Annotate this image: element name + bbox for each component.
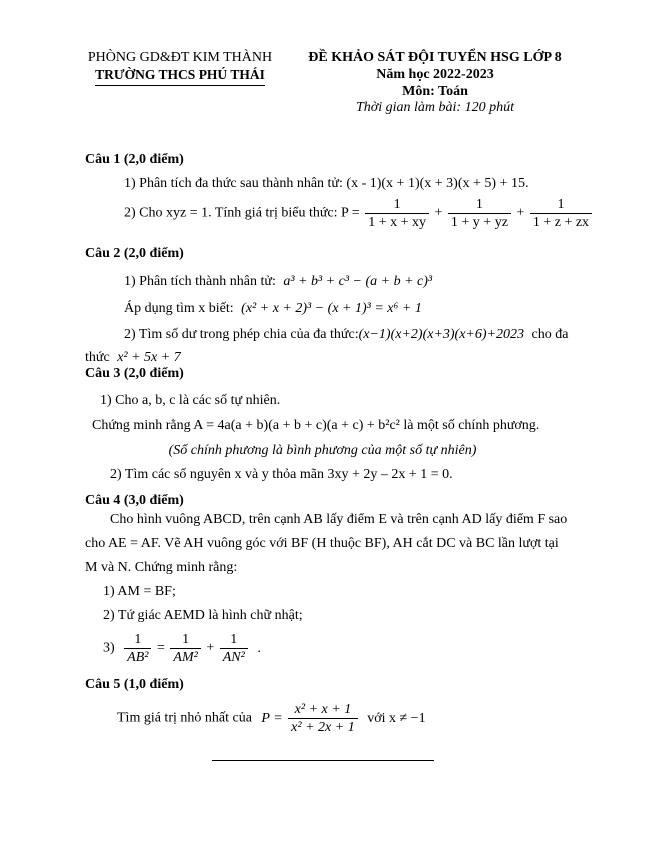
q2-part2-line2 [85, 350, 181, 366]
q4-item3 [103, 632, 261, 665]
q3-part2: 2) Tìm các số nguyên x và y thỏa mãn 3xy + 2y – 2x + 1 = 0. [110, 467, 453, 482]
q1-fraction-3 [530, 197, 592, 230]
q3-note: (Số chính phương là bình phương của một số tự nhiên) [168, 443, 477, 458]
q1-frac1-den: 1 + x + xy [368, 215, 426, 230]
q4-fraction-ab [124, 632, 151, 665]
q2-part2 [124, 327, 568, 343]
q5-text: Tìm giá trị nhỏ nhất của [117, 710, 252, 726]
school-year: Năm học 2022-2023 [376, 67, 494, 82]
q4-frac-am-den: AM² [173, 650, 198, 665]
department-name: PHÒNG GD&ĐT KIM THÀNH [87, 50, 273, 65]
q2-part2-line2-text: thức [85, 350, 110, 365]
q1-part1: 1) Phân tích đa thức sau thành nhân tử: (x - 1)(x + 1)(x + 3)(x + 5) + 15. [124, 176, 529, 191]
q2-part1 [124, 274, 432, 290]
q1-frac3-den: 1 + z + zx [532, 215, 590, 230]
school-underline [95, 85, 265, 86]
q1-part2-text: 2) Cho xyz = 1. Tính giá trị biểu thức: P = [124, 205, 360, 221]
q4-line2: cho AE = AF. Vẽ AH vuông góc với BF (H thuộc BF), AH cắt DC và BC lần lượt tại [85, 536, 559, 551]
subject: Môn: Toán [402, 84, 468, 99]
q4-line1: Cho hình vuông ABCD, trên cạnh AB lấy điểm E và trên cạnh AD lấy điểm F sao [110, 512, 568, 527]
q5-title: Câu 5 (1,0 điểm) [85, 677, 184, 692]
plus-sign: + [516, 205, 525, 221]
q2-part2-tail: cho đa [531, 327, 569, 342]
q4-title: Câu 4 (3,0 điểm) [85, 493, 184, 508]
q4-line3: M và N. Chứng minh rằng: [85, 560, 238, 575]
q2-part1-text: 1) Phân tích thành nhân tử: [124, 274, 276, 289]
exam-title: ĐỀ KHẢO SÁT ĐỘI TUYỂN HSG LỚP 8 [308, 50, 562, 65]
q5-frac-num: x² + x + 1 [288, 702, 358, 719]
q5-question [117, 702, 426, 735]
q2-apply-expr: (x² + x + 2)³ − (x + 1)³ = x⁶ + 1 [241, 301, 422, 316]
q4-fraction-an [220, 632, 248, 665]
q1-part2 [124, 197, 594, 230]
q4-item2: 2) Tứ giác AEMD là hình chữ nhật; [103, 608, 303, 623]
q4-frac-an-den: AN² [222, 650, 245, 665]
q3-prove: Chứng minh rằng A = 4a(a + b)(a + b + c)(a + c) + b²c² là một số chính phương. [92, 418, 540, 433]
q4-frac-an-num: 1 [220, 632, 248, 649]
q4-item3-label: 3) [103, 640, 115, 656]
q5-p-eq: P = [261, 710, 283, 726]
q2-title: Câu 2 (2,0 điểm) [85, 246, 184, 261]
q5-tail: với x ≠ −1 [367, 710, 426, 726]
q4-item1: 1) AM = BF; [103, 584, 176, 599]
q1-frac3-num: 1 [530, 197, 592, 214]
q2-apply-text: Áp dụng tìm x biết: [124, 301, 234, 316]
school-name: TRƯỜNG THCS PHÚ THÁI [95, 67, 265, 82]
q5-fraction [288, 702, 358, 735]
q2-part2-line2-expr: x² + 5x + 7 [117, 350, 181, 365]
q1-frac2-den: 1 + y + yz [450, 215, 508, 230]
q4-frac-ab-den: AB² [127, 650, 149, 665]
period: . [257, 640, 261, 656]
time-limit: Thời gian làm bài: 120 phút [356, 100, 514, 115]
q3-part1: 1) Cho a, b, c là các số tự nhiên. [100, 393, 281, 408]
q1-title: Câu 1 (2,0 điểm) [85, 152, 184, 167]
q2-apply [124, 301, 422, 317]
plus-sign: + [206, 640, 215, 656]
end-divider [212, 760, 434, 761]
q1-fraction-2 [448, 197, 511, 230]
q2-part1-expr: a³ + b³ + c³ − (a + b + c)³ [283, 274, 433, 289]
q5-frac-den: x² + 2x + 1 [291, 720, 355, 735]
q2-part2-text: 2) Tìm số dư trong phép chia của đa thức: [124, 327, 359, 342]
q4-frac-ab-num: 1 [124, 632, 151, 649]
q4-frac-am-num: 1 [170, 632, 200, 649]
q4-fraction-am [170, 632, 200, 665]
q3-title: Câu 3 (2,0 điểm) [85, 366, 184, 381]
plus-sign: + [434, 205, 443, 221]
equals-sign: = [156, 640, 165, 656]
q1-frac1-num: 1 [365, 197, 429, 214]
q1-frac2-num: 1 [448, 197, 511, 214]
q2-part2-expr: (x−1)(x+2)(x+3)(x+6)+2023 [358, 327, 524, 342]
q1-fraction-1 [365, 197, 429, 230]
